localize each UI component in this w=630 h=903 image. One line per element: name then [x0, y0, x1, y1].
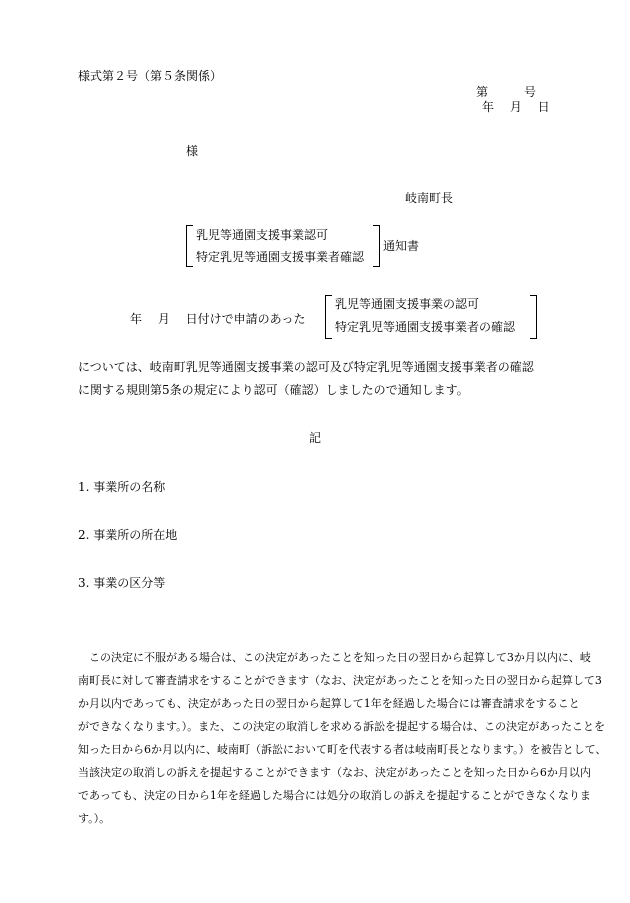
application-bracket-right	[530, 295, 537, 339]
title-bracket-right	[373, 225, 380, 267]
form-number: 様式第２号（第５条関係）	[78, 69, 223, 83]
application-bracket-left	[325, 295, 332, 339]
issuer-title: 岐南町長	[405, 191, 454, 205]
item-facility-name: 1. 事業所の名称	[78, 480, 166, 494]
document-number-label: 第 号	[476, 85, 537, 99]
date-label: 年 月 日	[482, 100, 550, 114]
notice-line: す。）。	[78, 812, 111, 825]
notice-line: ができなくなります。）。また、この決定の取消しを求める訴訟を提起する場合は、この決定があったことを	[78, 720, 606, 733]
body-line-1: については、岐南町乳児等通園支援事業の認可及び特定乳児等通園支援事業者の確認	[78, 360, 534, 374]
item-business-category: 3. 事業の区分等	[78, 576, 166, 590]
addressee-suffix: 様	[186, 144, 199, 158]
application-option-confirmation: 特定乳児等通園支援事業者の確認	[335, 320, 516, 334]
title-bracket-left	[186, 225, 193, 267]
application-option-permission: 乳児等通園支援事業の認可	[335, 297, 480, 311]
notice-line: 南町長に対して審査請求をすることができます（なお、決定があったことを知った日の翌日から起算して3	[78, 674, 602, 687]
ki-heading: 記	[309, 431, 322, 445]
notice-line: であっても、決定の日から1年を経過した場合には処分の取消しの訴えを提起することができなくなりま	[78, 789, 591, 802]
notice-line: この決定に不服がある場合は、この決定があったことを知った日の翌日から起算して3か月以内に、岐	[78, 651, 591, 664]
application-date-prefix: 年 月 日付けで申請のあった	[130, 312, 306, 326]
item-facility-location: 2. 事業所の所在地	[78, 528, 178, 542]
title-suffix: 通知書	[383, 239, 420, 253]
notice-line: 当該決定の取消しの訴えを提起することができます（なお、決定があったことを知った日から6か月以内	[78, 766, 591, 779]
appeal-notice	[78, 646, 607, 830]
title-option-confirmation: 特定乳児等通園支援事業者確認	[196, 250, 365, 264]
notice-line: 知った日から6か月以内に、岐南町（訴訟において町を代表する者は岐南町長となります。）を被告として、	[78, 743, 607, 756]
notice-line: か月以内であっても、決定があった日の翌日から起算して1年を経過した場合には審査請求をすること	[78, 697, 580, 710]
title-option-permission: 乳児等通園支援事業認可	[196, 228, 329, 242]
body-line-2: に関する規則第5条の規定により認可（確認）しましたので通知します。	[78, 383, 469, 397]
